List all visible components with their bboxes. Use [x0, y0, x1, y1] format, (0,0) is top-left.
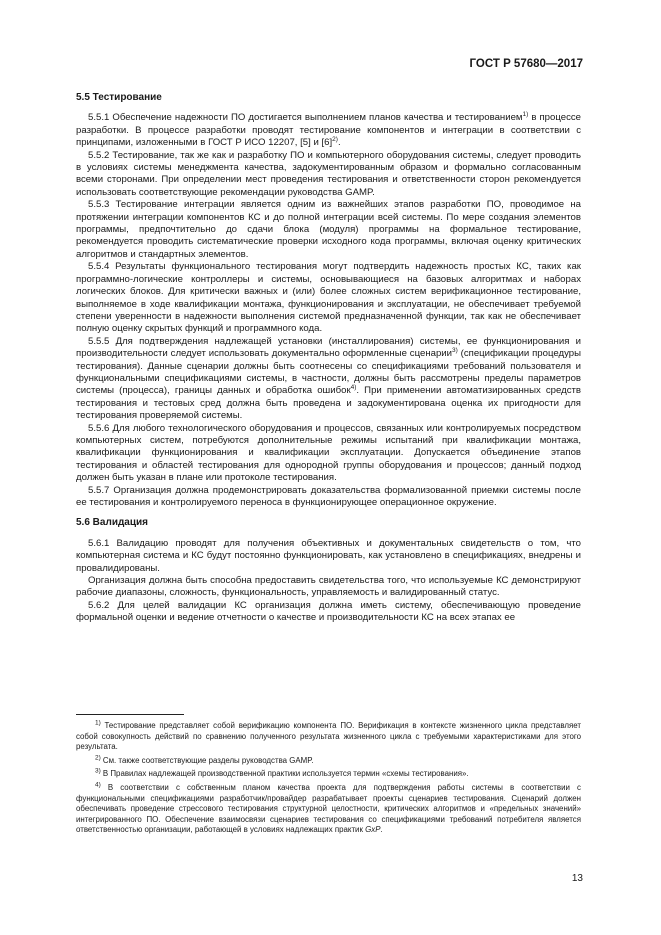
footnote-ref-3: 3) [452, 346, 458, 354]
footnote-1: $^{1)}$ Тестирование представляет собой верификацию компонента ПО. Верификация в контексте жизненного цикла представляет собой совокупность действий по сравнению полученного результата жизненного цикла с требуемыми характеристиками для этого результата. [76, 719, 581, 752]
paragraph-5-6-2: 5.6.2 Для целей валидации КС организация должна иметь систему, обеспечивающую проведение формальной оценки и ведение отчетности о качестве и производительности КС на всех этапах ее [76, 599, 581, 624]
section-title-validation: 5.6 Валидация [76, 517, 149, 529]
paragraph-5-5-7: 5.5.7 Организация должна продемонстрировать доказательства формализованной приемки системы после ее тестирования и контролируемого переноса в функционирующее операционное окружение. [76, 484, 581, 508]
page-body [76, 92, 581, 625]
paragraph-5-6-1-cont: Организация должна быть способна предоставить свидетельства того, что используемые КС демонстрируют рабочие диапазоны, сложность, функциональность, управляемость и валидированный статус. [76, 575, 581, 599]
paragraph-5-5-6: 5.5.6 Для любого технологического оборудования и процессов, связанных или контролируемых посредством компьютерных систем, потребуются дополнительные режимы испытаний при квалификации монтажа, квалификации функционирования и квалификации эксплуатации. Допускается объединение этапов тестирования и областей тестирования для однородной группы оборудования и процессов; данный подход должен быть указан в плане или протоколе тестирования. [76, 422, 581, 484]
paragraph-5-5-2: 5.5.2 Тестирование, так же как и разработку ПО и компьютерного оборудования системы, следует проводить в условиях системы менеджмента качества, задокументированным образом и формально согласованным всеми сторонами. При определении мест проведения тестирования и ответственности сторон рекомендуется использовать соответствующие рекомендации руководства GAMP. [76, 149, 581, 198]
footnote-3: $^{3)}$ В Правилах надлежащей производственной практики используется термин «схемы тестирования». [94, 767, 469, 779]
section-title-testing: 5.5 Тестирование [76, 92, 162, 103]
footnote-ref-2: 2) [332, 136, 338, 144]
footnote-2: $^{2)}$ См. также соответствующие разделы руководства GAMP. [94, 754, 314, 765]
footnote-divider [76, 714, 184, 715]
paragraph-5-5-5: 5.5.5 Для подтверждения надлежащей установки (инсталлирования) системы, ее функционирования и производительности следует использовать документально оформленные сценарии$^{3)}$ (спецификации процедуры тестирования). Данные сценарии должны быть соотнесены со спецификациями требований пользователя и функциональными спецификациями системы, в частности, должны быть рассмотрены пределы параметров системы (процесса), границы данных и обработка ошибок$^{4)}$. При применении автоматизированных средств тестирования и тестовых сред должна быть проведена и задокументирована оценка их пригодности для тестирования проверяемой системы. [76, 335, 582, 422]
footnotes [76, 721, 581, 839]
footnote-ref-1: 1) [522, 111, 529, 119]
page-number: 13 [571, 873, 583, 884]
footnote-4: $^{4)}$ В соответствии с собственным планом качества проекта для подтверждения работы системы в соответствии с функциональными спецификациями разработчик/провайдер разрабатывает проекты сценариев тестирования. Сценарий должен обеспечивать проведение стрессового тестирования структурной целостности, критических алгоритмов и «предельных значений» интегрированного ПО. Обеспечение взаимосвязи сценариев тестирования со спецификациями требований потребителя является ответственностью организации, работающей в условиях надлежащих практик GxP. [76, 781, 581, 835]
footnote-ref-4: 4) [350, 384, 357, 392]
paragraph-5-6-1: 5.6.1 Валидацию проводят для получения объективных и документальных свидетельств о том, что компьютерная система и КС будут постоянно функционировать, как установлено в спецификациях, внедрены и провалидированы. [76, 537, 581, 574]
paragraph-5-5-4: 5.5.4 Результаты функционального тестирования могут подтвердить надежность простых КС, таких как программно-логические контроллеры и системы, основывающиеся на базовых алгоритмах и наборах логических блоков. Для критически важных и (или) более сложных систем верификационное тестирование, выполняемое в ходе квалификации монтажа, функционирования и эксплуатации, не обеспечивает требуемой степени уверенности в надежности выполнения системой предназначенной функции, так как не обеспечивает полную оценку скрытых функций и программного кода. [76, 261, 581, 335]
paragraph-5-5-1: 5.5.1 Обеспечение надежности ПО достигается выполнением планов качества и тестированием$^{1)}$ в процессе разработки. В процессе разработки проводят тестирование компонентов и интеграции в соответствии с принципами, изложенными в ГОСТ Р ИСО 12207, [5] и $[6]^{2)}$. [76, 111, 582, 149]
paragraph-5-5-3: 5.5.3 Тестирование интеграции является одним из важнейших этапов разработки ПО, проводимое на протяжении интеграции компонентов КС и до полной интеграции всей системы. По мере создания элементов программы, предпочтительно до сдачи блока (модуля) программы на формальное тестирование, рекомендуется проводить систематические проверки исходного кода программы, включая оценку критических алгоритмов и стандартных элементов. [76, 199, 581, 260]
document-code: ГОСТ Р 57680—2017 [469, 58, 583, 70]
